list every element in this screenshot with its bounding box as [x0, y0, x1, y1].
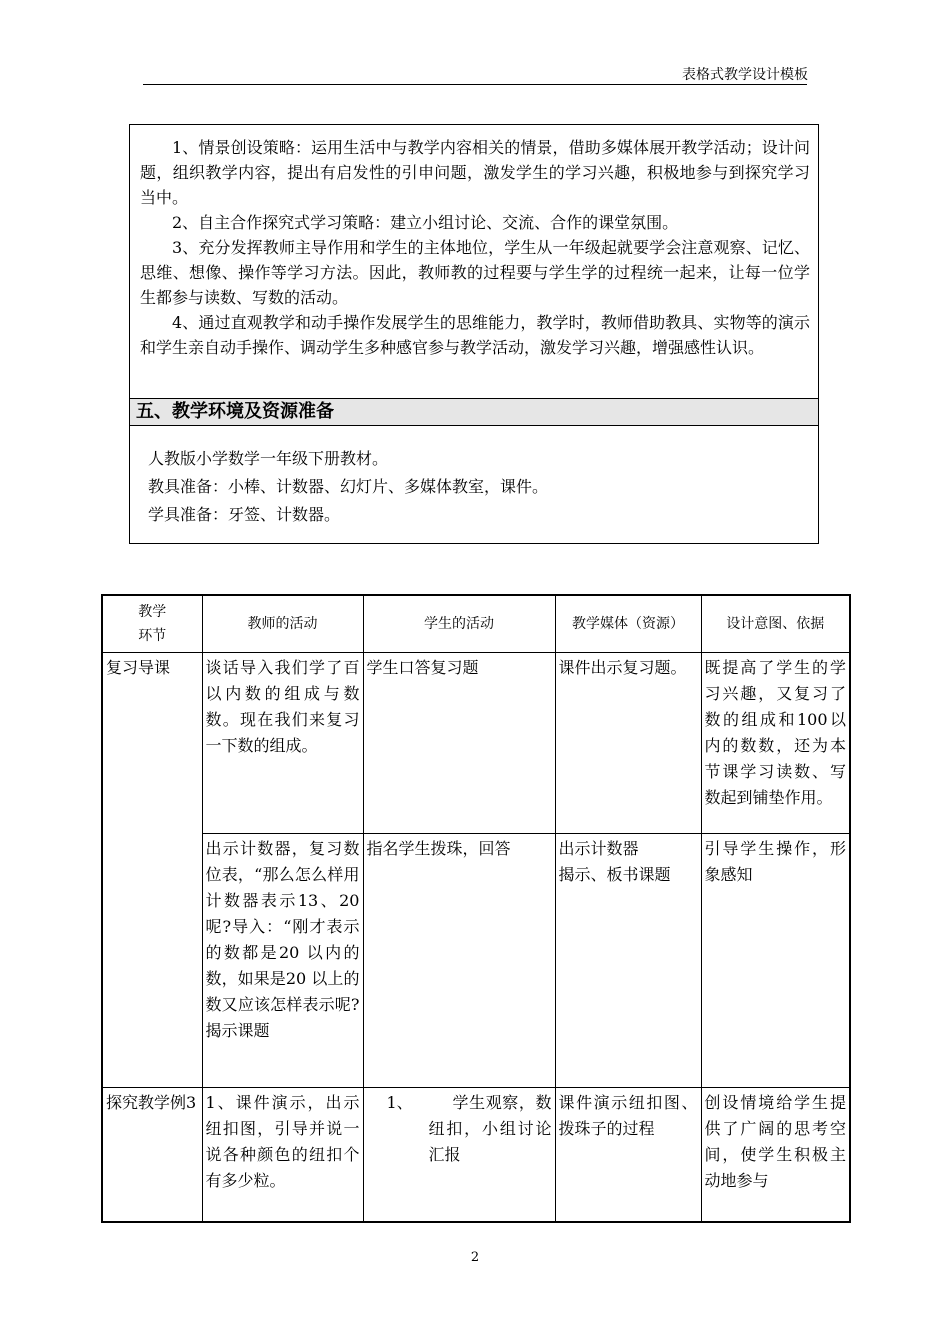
- explore-student: [363, 1088, 555, 1222]
- resources-list: [148, 445, 548, 529]
- table-header-row: [102, 595, 850, 653]
- strategies-and-resources-box: [129, 124, 819, 544]
- review-2-media-line-1: 出示计数器: [558, 839, 639, 858]
- header-stage: [102, 595, 202, 653]
- explore-intent: 创设情境给学生提供了广阔的思考空间，使学生积极主动地参与: [701, 1088, 850, 1222]
- explore-student-text: 学生观察，数纽扣，小组讨论汇报: [428, 1093, 552, 1164]
- header-media: 教学媒体（资源）: [555, 595, 701, 653]
- header-stage-line-2: 环节: [138, 628, 167, 644]
- resource-line-textbook: 人教版小学数学一年级下册教材。: [148, 449, 389, 468]
- review-2-media-line-2: 揭示、板书课题: [558, 865, 671, 884]
- header-teacher-activity: 教师的活动: [202, 595, 363, 653]
- table-row: [102, 653, 850, 834]
- review-1-teacher: 谈话导入我们学了百以内数的组成与数数。现在我们来复习一下数的组成。: [202, 653, 363, 834]
- review-2-teacher: 出示计数器，复习数位表，“那么怎么样用计数器表示13、20 呢?导入：“刚才表示的数都是20 以内的数，如果是20 以上的数又应该怎样表示呢?揭示课题: [202, 834, 363, 1088]
- table-row: [102, 834, 850, 1088]
- header-stage-line-1: 教学: [138, 604, 167, 620]
- review-1-student: 学生口答复习题: [363, 653, 555, 834]
- teaching-strategies: [140, 135, 810, 360]
- resource-line-student-aids: 学具准备：牙签、计数器。: [148, 505, 341, 524]
- review-1-media: 课件出示复习题。: [555, 653, 701, 834]
- document-header-title: 表格式教学设计模板: [682, 67, 808, 83]
- header-student-activity: 学生的活动: [363, 595, 555, 653]
- strategy-paragraph-2: 2、自主合作探究式学习策略：建立小组讨论、交流、合作的课堂氛围。: [172, 213, 679, 232]
- lesson-process-table: [101, 594, 851, 1223]
- strategy-paragraph-1: 1、情景创设策略：运用生活中与教学内容相关的情景，借助多媒体展开教学活动；设计问题，组织教学内容，提出有启发性的引申问题，激发学生的学习兴趣，积极地参与到探究学习当中。: [140, 138, 810, 207]
- header-design-intent: 设计意图、依据: [701, 595, 850, 653]
- strategy-paragraph-3: 3、充分发挥教师主导作用和学生的主体地位，学生从一年级起就要学会注意观察、记忆、思维、想像、操作等学习方法。因此，教师教的过程要与学生学的过程统一起来，让每一位学生都参与读数、写数的活动。: [140, 238, 810, 307]
- explore-media: 课件演示纽扣图、拨珠子的过程: [555, 1088, 701, 1222]
- stage-explore: 探究教学例3: [102, 1088, 202, 1222]
- table-row: [102, 1088, 850, 1222]
- stage-review: 复习导课: [102, 653, 202, 1088]
- resource-line-teaching-aids: 教具准备：小棒、计数器、幻灯片、多媒体教室，课件。: [148, 477, 549, 496]
- review-1-intent: 既提高了学生的学习兴趣，又复习了数的组成和100以内的数数，还为本节课学习读数、写数起到铺垫作用。: [701, 653, 850, 834]
- explore-student-number: 1、: [386, 1093, 413, 1112]
- page-number: 2: [470, 1250, 480, 1265]
- section-5-heading: 五、教学环境及资源准备: [130, 398, 818, 426]
- review-2-student: 指名学生拨珠，回答: [363, 834, 555, 1088]
- header-rule: [143, 84, 807, 85]
- strategy-paragraph-4: 4、通过直观教学和动手操作发展学生的思维能力，教学时，教师借助教具、实物等的演示和学生亲自动手操作、调动学生多种感官参与教学活动，激发学习兴趣，增强感性认识。: [140, 313, 810, 357]
- review-2-media: [555, 834, 701, 1088]
- review-2-intent: 引导学生操作，形象感知: [701, 834, 850, 1088]
- explore-teacher: 1、课件演示，出示纽扣图，引导并说一说各种颜色的纽扣个有多少粒。: [202, 1088, 363, 1222]
